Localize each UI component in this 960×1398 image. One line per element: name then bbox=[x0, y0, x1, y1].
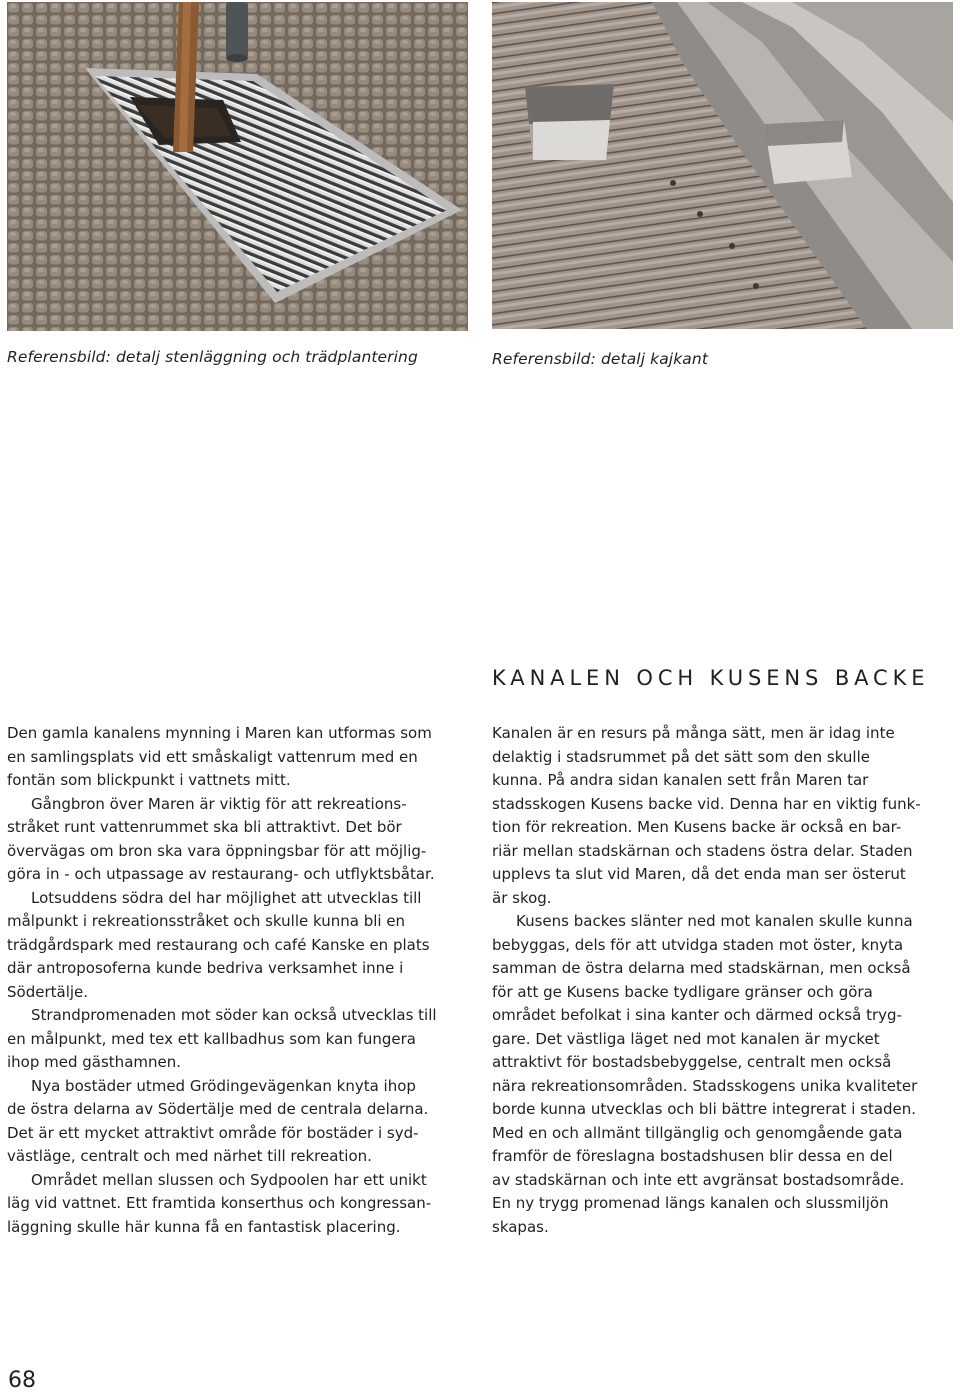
text-line: området befolkat i sina kanter och därmed också tryg- bbox=[492, 1006, 902, 1024]
text-line: för att ge Kusens backe tydligare gränser och göra bbox=[492, 982, 873, 1001]
section-heading: KANALEN OCH KUSENS BACKE bbox=[492, 666, 930, 690]
text-line: en målpunkt, med tex ett kallbadhus som kan fungera bbox=[7, 1029, 416, 1048]
text-line: Kanalen är en resurs på många sätt, men är idag inte bbox=[492, 724, 895, 742]
text-line: där antroposoferna kunde bedriva verksamhet inne i bbox=[7, 959, 404, 977]
text-line: läg vid vattnet. Ett framtida konserthus och kongressan- bbox=[7, 1194, 432, 1212]
text-line: Södertälje. bbox=[7, 982, 89, 1001]
text-line: delaktig i stadsrummet på det sätt som den skulle bbox=[492, 747, 870, 766]
text-line: Området mellan slussen och Sydpoolen har ett unikt bbox=[31, 1170, 427, 1189]
text-line: Den gamla kanalens mynning i Maren kan utformas som bbox=[7, 724, 432, 742]
photo-paving-tree-grate bbox=[7, 2, 468, 331]
photo-quay-edge bbox=[492, 2, 953, 329]
quay-edge-illustration bbox=[492, 2, 953, 329]
text-line: västläge, centralt och med närhet till rekreation. bbox=[7, 1147, 372, 1165]
text-line: Nya bostäder utmed Grödingevägenkan knyta ihop bbox=[31, 1076, 416, 1095]
text-line: gare. Det västliga läget ned mot kanalen är mycket bbox=[492, 1029, 880, 1048]
text-line: fontän som blickpunkt i vattnets mitt. bbox=[7, 771, 291, 789]
text-line: Gångbron över Maren är viktig för att rekreations- bbox=[31, 794, 407, 813]
text-line: Strandpromenaden mot söder kan också utvecklas till bbox=[31, 1006, 437, 1024]
text-line: samman de östra delarna med stadskärnan, men också bbox=[492, 959, 911, 977]
text-line: attraktivt för bostadsbebyggelse, centralt men också bbox=[492, 1053, 892, 1071]
text-line: en samlingsplats vid ett småskaligt vattenrum med en bbox=[7, 747, 418, 766]
text-line: Med en och allmänt tillgänglig och genomgående gata bbox=[492, 1123, 903, 1142]
text-line: stadsskogen Kusens backe vid. Denna har en viktig funk- bbox=[492, 794, 921, 813]
text-line: Lotsuddens södra del har möjlighet att utvecklas till bbox=[31, 888, 422, 907]
text-line: nära rekreationsområden. Stadsskogens unika kvaliteter bbox=[492, 1076, 918, 1095]
text-line: av stadskärnan och inte ett avgränsat bostadsområde. bbox=[492, 1170, 905, 1189]
text-line: En ny trygg promenad längs kanalen och slussmiljön bbox=[492, 1194, 889, 1212]
text-line: målpunkt i rekreationsstråket och skulle kunna bli en bbox=[7, 912, 406, 930]
text-line: bebyggas, dels för att utvidga staden mot öster, knyta bbox=[492, 935, 904, 954]
caption-paving-photo: Referensbild: detalj stenläggning och trädplantering bbox=[7, 348, 418, 366]
text-line: ihop med gästhamnen. bbox=[7, 1053, 182, 1071]
left-text-column bbox=[7, 722, 473, 1239]
text-line: kunna. På andra sidan kanalen sett från Maren tar bbox=[492, 771, 869, 789]
text-line: Det är ett mycket attraktivt område för bostäder i syd- bbox=[7, 1123, 419, 1142]
text-line: skapas. bbox=[492, 1217, 549, 1236]
text-line: borde kunna utvecklas och bli bättre integrerat i staden. bbox=[492, 1100, 917, 1118]
text-line: övervägas om bron ska vara öppningsbar för att möjlig- bbox=[7, 841, 427, 860]
text-line: upplevs ta slut vid Maren, då det enda man ser österut bbox=[492, 865, 906, 883]
text-line: Kusens backes slänter ned mot kanalen skulle kunna bbox=[516, 912, 913, 930]
text-line: de östra delarna av Södertälje med de centrala delarna. bbox=[7, 1100, 429, 1118]
text-line: riär mellan stadskärnan och stadens östra delar. Staden bbox=[492, 841, 913, 860]
text-line: trädgårdspark med restaurang och café Kanske en plats bbox=[7, 935, 430, 954]
caption-quay-photo: Referensbild: detalj kajkant bbox=[492, 350, 708, 368]
text-line: framför de föreslagna bostadshusen blir dessa en del bbox=[492, 1147, 893, 1165]
text-line: läggning skulle här kunna få en fantastisk placering. bbox=[7, 1217, 401, 1236]
page-number: 68 bbox=[8, 1368, 36, 1393]
text-line: tion för rekreation. Men Kusens backe är också en bar- bbox=[492, 818, 902, 836]
paving-tree-grate-illustration bbox=[7, 2, 468, 331]
text-line: stråket runt vattenrummet ska bli attraktivt. Det bör bbox=[7, 818, 402, 836]
text-line: göra in - och utpassage av restaurang- och utflyktsbåtar. bbox=[7, 865, 435, 883]
right-text-column bbox=[492, 722, 954, 1239]
text-line: är skog. bbox=[492, 888, 552, 907]
